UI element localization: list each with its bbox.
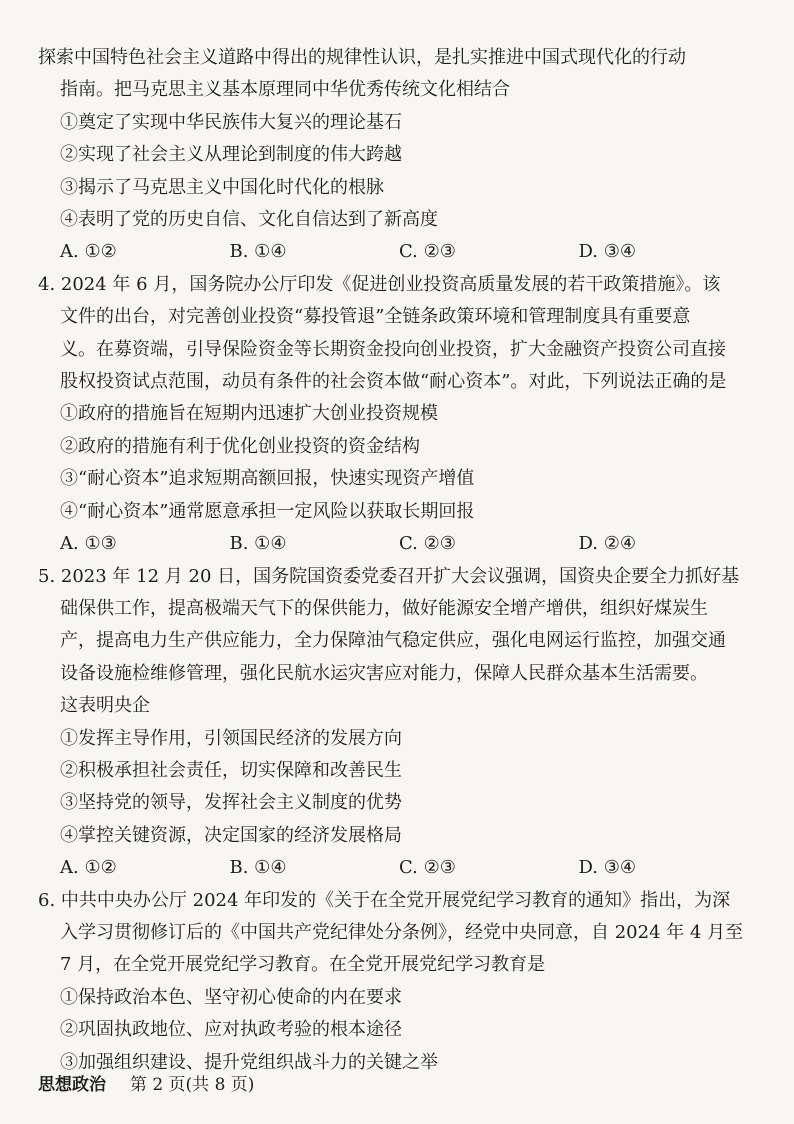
choice-c: C. ②③: [399, 857, 456, 879]
question-5-option: ③坚持党的领导，发挥社会主义制度的优势: [60, 792, 402, 814]
question-5-option: ②积极承担社会责任，切实保障和改善民生: [60, 759, 402, 781]
question-3-option: ②实现了社会主义从理论到制度的伟大跨越: [60, 144, 402, 166]
choice-a: A. ①②: [60, 241, 117, 263]
question-6-option: ③加强组织建设、提升党组织战斗力的关键之举: [60, 1051, 438, 1073]
question-4-option: ①政府的措施旨在短期内迅速扩大创业投资规模: [60, 403, 438, 425]
choice-d: D. ③④: [578, 241, 637, 263]
choice-b: B. ①④: [229, 533, 287, 555]
question-6-stem-line: 入学习贯彻修订后的《中国共产党纪律处分条例》，经党中央同意，自 2024 年 4 月至: [60, 921, 744, 943]
question-3-option: ④表明了党的历史自信、文化自信达到了新高度: [60, 209, 438, 231]
question-6-option: ①保持政治本色、坚守初心使命的内在要求: [60, 986, 402, 1008]
choice-d: D. ③④: [578, 857, 637, 879]
question-3: [38, 42, 758, 269]
subject-name: 思想政治: [38, 1075, 106, 1095]
question-4-stem-line: 股权投资试点范围，动员有条件的社会资本做“耐心资本”。对此，下列说法正确的是: [60, 371, 727, 393]
question-5-option: ④掌控关键资源，决定国家的经济发展格局: [60, 824, 402, 846]
question-4-choices: [38, 528, 758, 560]
question-5-stem-line: 这表明央企: [60, 695, 150, 717]
page-footer: [38, 1070, 254, 1095]
question-5-stem-line: 设备设施检维修管理，强化民航水运灾害应对能力，保障人民群众基本生活需要。: [60, 662, 708, 684]
question-6-stem-line: 7 月，在全党开展党纪学习教育。在全党开展党纪学习教育是: [60, 954, 546, 976]
question-4-option: ③“耐心资本”追求短期高额回报，快速实现资产增值: [60, 468, 475, 490]
question-5-choices: [38, 852, 758, 884]
question-3-option: ①奠定了实现中华民族伟大复兴的理论基石: [60, 111, 402, 133]
question-4-stem-line: 4. 2024 年 6 月，国务院办公厅印发《促进创业投资高质量发展的若干政策措施》。该: [38, 273, 721, 295]
question-6-option: ②巩固执政地位、应对执政考验的根本途径: [60, 1019, 402, 1041]
question-5-stem-line: 产，提高电力生产供应能力，全力保障油气稳定供应，强化电网运行监控，加强交通: [60, 630, 726, 652]
question-4-stem-line: 义。在募资端，引导保险资金等长期资金投向创业投资，扩大金融资产投资公司直接: [60, 338, 726, 360]
question-5-stem-line: 础保供工作，提高极端天气下的保供能力，做好能源安全增产增供，组织好煤炭生: [60, 597, 708, 619]
choice-b: B. ①④: [229, 241, 287, 263]
choice-a: A. ①②: [60, 857, 117, 879]
question-4-option: ④“耐心资本”通常愿意承担一定风险以获取长期回报: [60, 500, 475, 522]
page-number: 第 2 页(共 8 页): [129, 1075, 255, 1095]
question-6: [38, 885, 758, 1079]
choice-c: C. ②③: [399, 533, 456, 555]
question-3-option: ③揭示了马克思主义中国化时代化的根脉: [60, 176, 384, 198]
choice-a: A. ①③: [60, 533, 117, 555]
question-3-choices: [38, 236, 758, 268]
choice-c: C. ②③: [399, 241, 456, 263]
question-4-option: ②政府的措施有利于优化创业投资的资金结构: [60, 435, 420, 457]
question-4: [38, 269, 758, 561]
choice-d: D. ②④: [578, 533, 637, 555]
page-content: [38, 42, 758, 1079]
question-3-stem-line: 探索中国特色社会主义道路中得出的规律性认识，是扎实推进中国式现代化的行动: [38, 47, 686, 68]
question-5-option: ①发挥主导作用，引领国民经济的发展方向: [60, 727, 402, 749]
question-4-stem-line: 文件的出台，对完善创业投资“募投管退”全链条政策环境和管理制度具有重要意: [60, 306, 691, 328]
question-3-stem-line: 指南。把马克思主义基本原理同中华优秀传统文化相结合: [60, 79, 510, 101]
choice-b: B. ①④: [229, 857, 287, 879]
question-5: [38, 561, 758, 885]
question-5-stem-line: 5. 2023 年 12 月 20 日，国务院国资委党委召开扩大会议强调，国资央企要全力抓好基: [38, 565, 740, 587]
question-6-stem-line: 6. 中共中央办公厅 2024 年印发的《关于在全党开展党纪学习教育的通知》指出，为深: [38, 889, 731, 911]
